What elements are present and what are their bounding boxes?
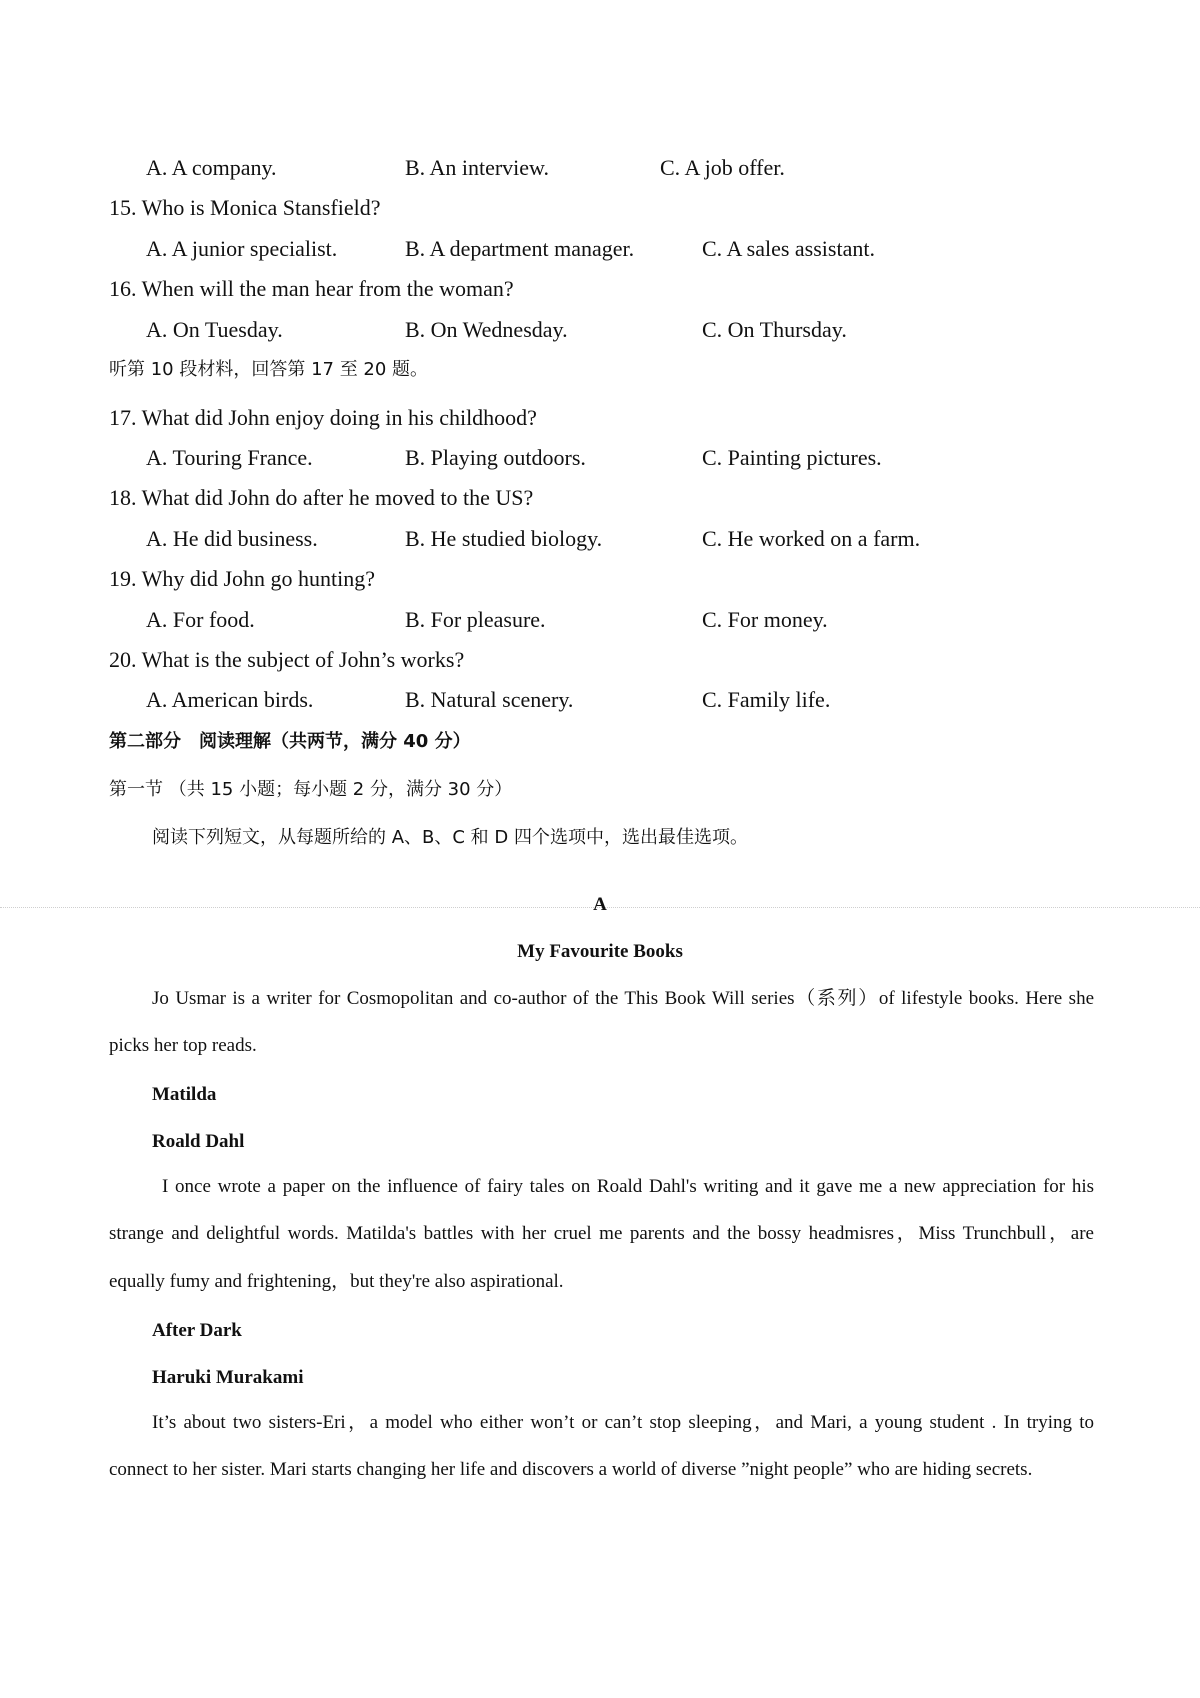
question-20: 20. What is the subject of John’s works? (109, 647, 465, 672)
q14-option-c: C. A job offer. (660, 155, 785, 180)
question-18: 18. What did John do after he moved to the US? (109, 485, 534, 510)
q20-option-a: A. American birds. (146, 687, 314, 712)
q15-option-c: C. A sales assistant. (702, 236, 875, 261)
passage-intro: Jo Usmar is a writer for Cosmopolitan and co-author of the This Book Will series（系列）of lifestyle books. Here she picks her top reads. (109, 988, 1094, 1057)
book-2-description: It’s about two sisters-Eri，a model who either won’t or can’t stop sleeping，and Mari, a young student . In trying to connect to her sister. Mari starts changing her life and discovers a world of diverse ”night people” who are hiding secrets. (109, 1412, 1094, 1481)
q18-option-c: C. He worked on a farm. (702, 526, 921, 551)
q19-option-a: A. For food. (146, 607, 255, 632)
q19-option-b: B. For pleasure. (405, 607, 546, 632)
q14-option-a: A. A company. (146, 155, 277, 180)
book-2-author: Haruki Murakami (152, 1367, 304, 1388)
book-2-title: After Dark (152, 1320, 242, 1341)
q14-option-b: B. An interview. (405, 155, 549, 180)
listening-instruction: 听第 10 段材料，回答第 17 至 20 题。 (109, 359, 429, 380)
q20-option-c: C. Family life. (702, 687, 831, 712)
q15-option-a: A. A junior specialist. (146, 236, 338, 261)
passage-title: My Favourite Books (517, 941, 683, 962)
q15-option-b: B. A department manager. (405, 236, 635, 261)
reading-instruction: 阅读下列短文，从每题所给的 A、B、C 和 D 四个选项中，选出最佳选项。 (152, 827, 748, 848)
q18-option-b: B. He studied biology. (405, 526, 603, 551)
question-19: 19. Why did John go hunting? (109, 566, 376, 591)
q18-option-a: A. He did business. (146, 526, 318, 551)
q16-option-b: B. On Wednesday. (405, 317, 568, 342)
q17-option-b: B. Playing outdoors. (405, 445, 586, 470)
q17-option-c: C. Painting pictures. (702, 445, 882, 470)
q20-option-b: B. Natural scenery. (405, 687, 574, 712)
book-1-title: Matilda (152, 1084, 217, 1105)
question-15: 15. Who is Monica Stansfield? (109, 195, 381, 220)
question-16: 16. When will the man hear from the woman? (109, 276, 514, 301)
passage-letter: A (593, 894, 607, 915)
part-two-title: 第二部分 阅读理解（共两节，满分 40 分） (109, 731, 471, 752)
q16-option-c: C. On Thursday. (702, 317, 847, 342)
q17-option-a: A. Touring France. (146, 445, 313, 470)
section-one-title: 第一节 （共 15 小题；每小题 2 分，满分 30 分） (109, 779, 513, 800)
question-17: 17. What did John enjoy doing in his childhood? (109, 405, 537, 430)
book-1-author: Roald Dahl (152, 1131, 245, 1152)
q16-option-a: A. On Tuesday. (146, 317, 283, 342)
q19-option-c: C. For money. (702, 607, 828, 632)
book-1-description: I once wrote a paper on the influence of fairy tales on Roald Dahl's writing and it gave me a new appreciation for his strange and delightful words. Matilda's battles with her cruel me parents and the bossy headmisres，Miss Trunchbull，are equally fumy and frightening，but they're also aspirational. (109, 1176, 1094, 1292)
